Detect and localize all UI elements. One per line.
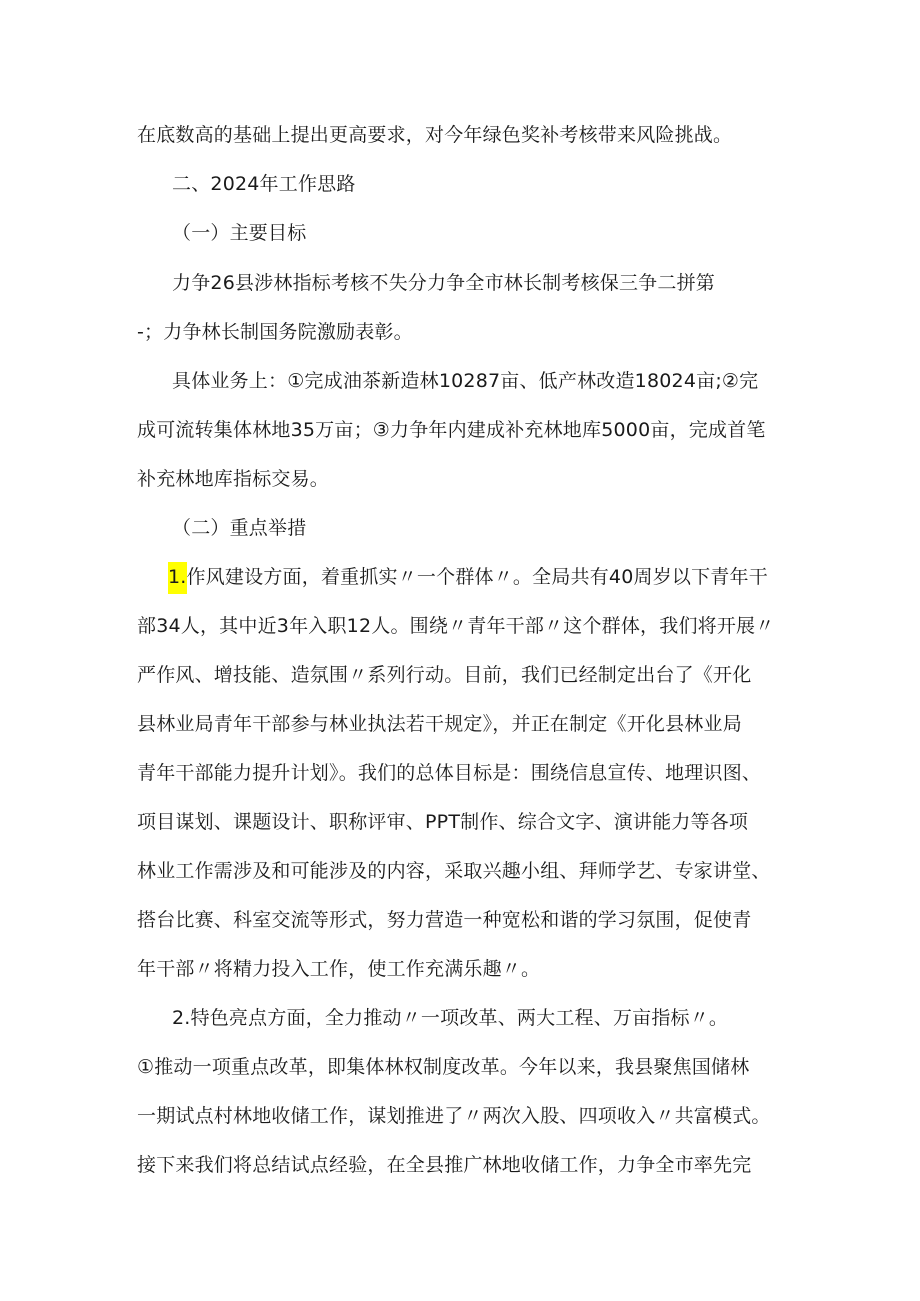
text-line-10 xyxy=(168,564,768,590)
text-line-18: 年干部〃将精力投入工作，使工作充满乐趣〃。 xyxy=(137,958,541,980)
text-line-17: 搭台比赛、科室交流等形式，努力营造一种宽松和谐的学习氛围，促使青 xyxy=(137,909,752,931)
text-line-20: ①推动一项重点改革，即集体林权制度改革。今年以来，我县聚焦国储林 xyxy=(137,1056,750,1078)
text-line-11: 部34人，其中近3年入职12人。围绕〃青年干部〃这个群体，我们将开展〃 xyxy=(137,615,775,637)
text-line-22: 接下来我们将总结试点经验，在全县推广林地收储工作，力争全市率先完 xyxy=(137,1154,752,1176)
text-line-21: 一期试点村林地收储工作，谋划推进了〃两次入股、四项收入〃共富模式。 xyxy=(137,1105,771,1127)
text-line-4: 力争26县涉林指标考核不失分力争全市林长制考核保三争二拼第 xyxy=(172,272,715,294)
text-line-12: 严作风、增技能、造氛围〃系列行动。目前，我们已经制定出台了《开化 xyxy=(137,664,752,686)
text-line-13: 县林业局青年干部参与林业执法若干规定》，并正在制定《开化县林业局 xyxy=(137,713,742,735)
subsection-heading-main-goals: （一）主要目标 xyxy=(172,222,307,244)
text-line-15: 项目谋划、课题设计、职称评审、PPT制作、综合文字、演讲能力等各项 xyxy=(137,811,749,833)
text-line-19: 2.特色亮点方面，全力推动〃一项改革、两大工程、万亩指标〃。 xyxy=(172,1007,729,1029)
text-line-6: 具体业务上：①完成油茶新造林10287亩、低产林改造18024亩;②完 xyxy=(172,370,759,392)
section-heading-2: 二、2024年工作思路 xyxy=(172,173,356,195)
text-line-7: 成可流转集体林地35万亩；③力争年内建成补充林地库5000亩，完成首笔 xyxy=(137,419,766,441)
text-line-8: 补充林地库指标交易。 xyxy=(137,468,330,490)
text-line-1: 在底数高的基础上提出更高要求，对今年绿色奖补考核带来风险挑战。 xyxy=(137,124,733,146)
text-line-14: 青年干部能力提升计划》。我们的总体目标是：围绕信息宣传、地理识图、 xyxy=(137,762,762,784)
subsection-heading-key-measures: （二）重点举措 xyxy=(172,517,307,539)
text-line-16: 林业工作需涉及和可能涉及的内容，采取兴趣小组、拜师学艺、专家讲堂、 xyxy=(137,860,771,882)
highlighted-list-marker: 1. xyxy=(168,562,187,594)
text-line-5: -；力争林长制国务院激励表彰。 xyxy=(137,321,413,343)
text-line-10-body: 作风建设方面，着重抓实〃一个群体〃。全局共有40周岁以下青年干 xyxy=(186,566,768,588)
